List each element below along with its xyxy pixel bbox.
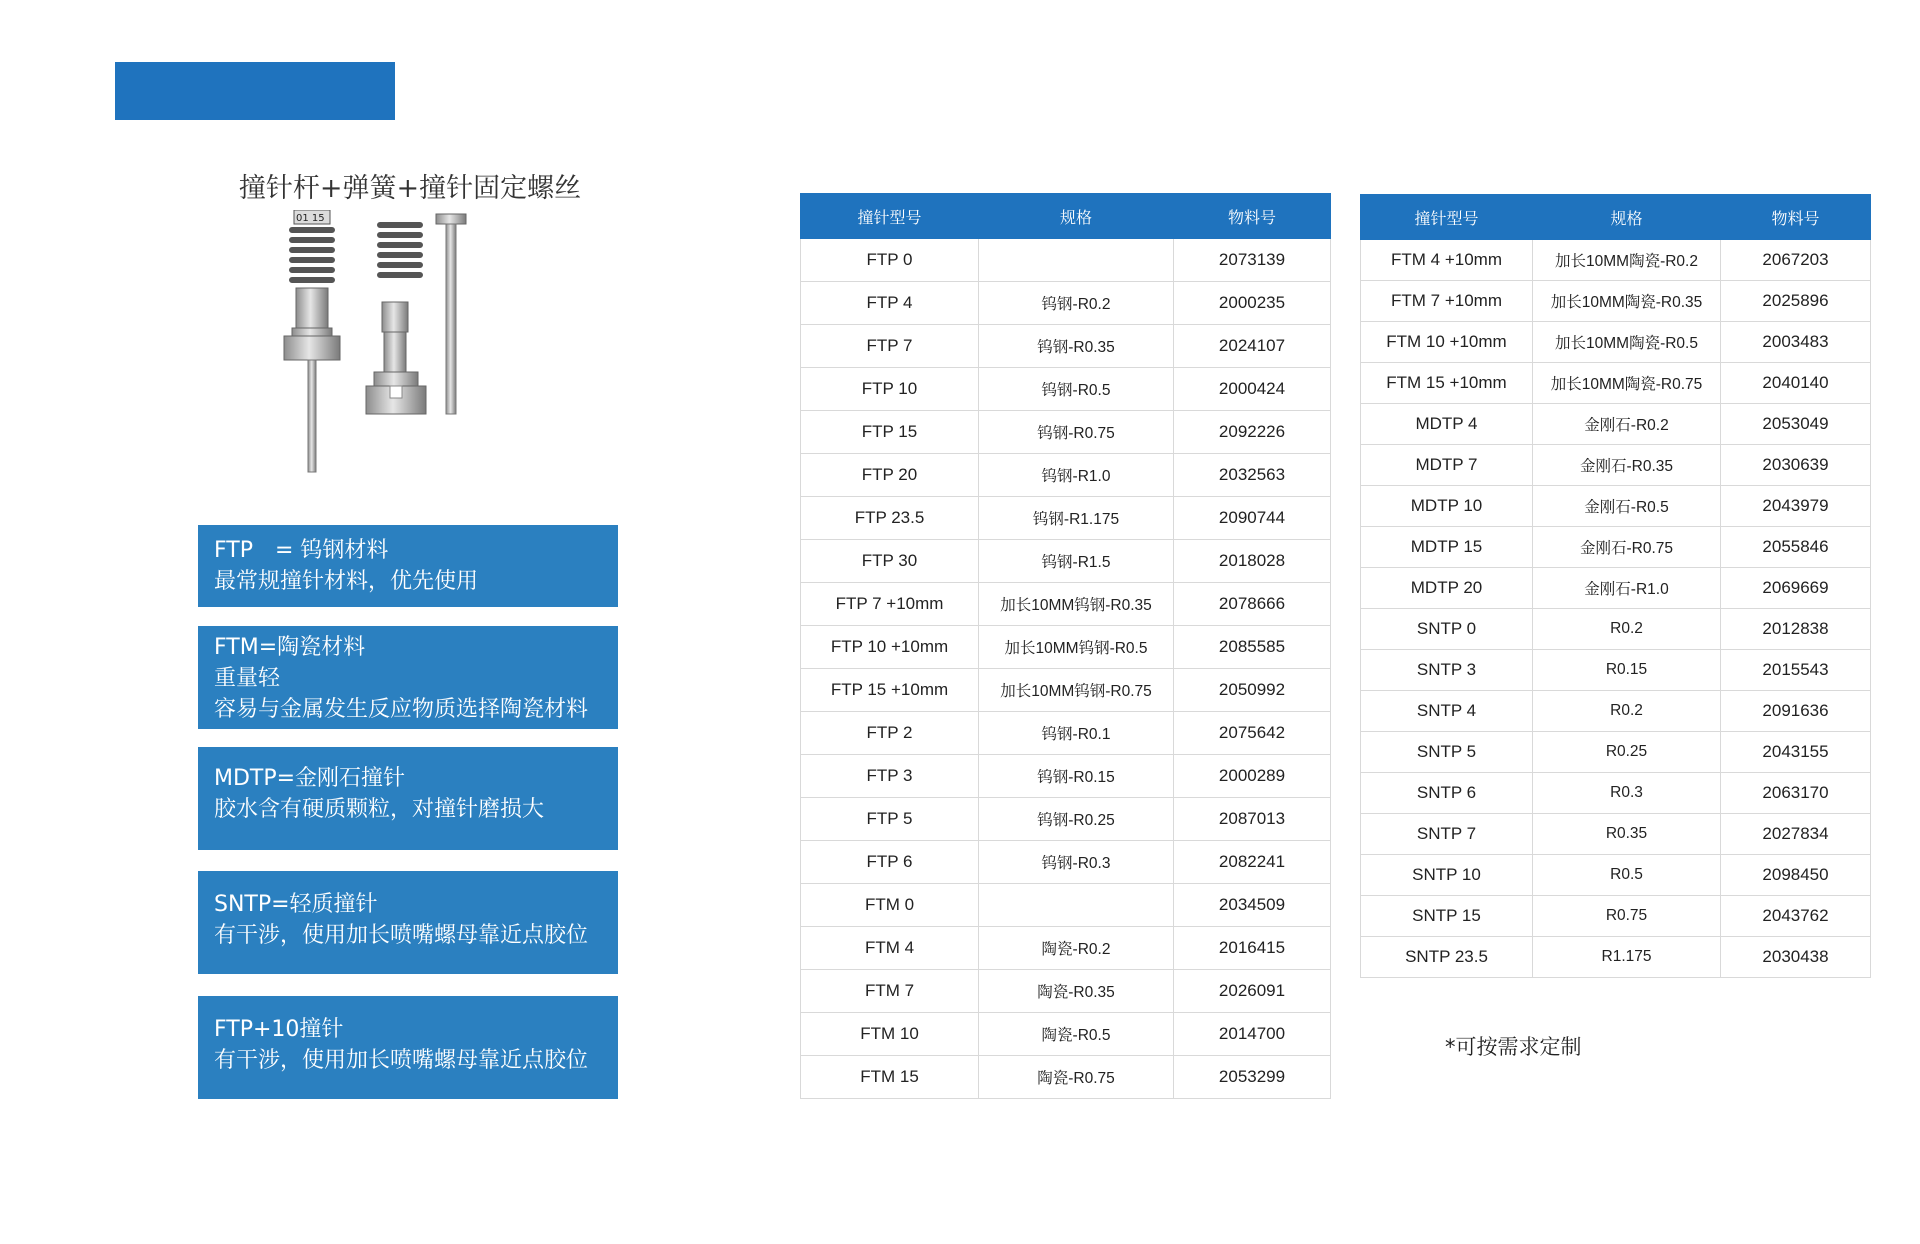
cell-part-number: 2085585 xyxy=(1174,626,1331,669)
cell-model: FTP 2 xyxy=(801,712,979,755)
cell-spec: 陶瓷-R0.2 xyxy=(979,927,1174,970)
cell-part-number: 2075642 xyxy=(1174,712,1331,755)
cell-part-number: 2030438 xyxy=(1721,937,1871,978)
info-box-mdtp xyxy=(198,747,618,850)
table-body xyxy=(801,239,1331,1099)
cell-part-number: 2063170 xyxy=(1721,773,1871,814)
cell-spec: R0.15 xyxy=(1533,650,1721,691)
cell-model: FTP 23.5 xyxy=(801,497,979,540)
header-part-number: 物料号 xyxy=(1174,194,1331,239)
cell-spec: 钨钢-R1.5 xyxy=(979,540,1174,583)
info-line: FTP = 钨钢材料 xyxy=(214,538,389,563)
cell-part-number: 2043979 xyxy=(1721,486,1871,527)
illustration-title: 撞针杆+弹簧+撞针固定螺丝 xyxy=(238,173,582,204)
cell-model: FTM 4 +10mm xyxy=(1361,240,1533,281)
cell-spec: 钨钢-R0.75 xyxy=(979,411,1174,454)
table-row xyxy=(801,497,1331,540)
cell-spec: 加长10MM钨钢-R0.75 xyxy=(979,669,1174,712)
cell-spec: 加长10MM陶瓷-R0.2 xyxy=(1533,240,1721,281)
cell-model: SNTP 15 xyxy=(1361,896,1533,937)
cell-part-number: 2043762 xyxy=(1721,896,1871,937)
cell-spec: 钨钢-R0.35 xyxy=(979,325,1174,368)
table-row xyxy=(801,583,1331,626)
assembled-needle xyxy=(284,210,340,472)
cell-part-number: 2092226 xyxy=(1174,411,1331,454)
header-part-number: 物料号 xyxy=(1721,195,1871,240)
cell-part-number: 2053299 xyxy=(1174,1056,1331,1099)
cell-spec: 陶瓷-R0.5 xyxy=(979,1013,1174,1056)
info-box-ftp10 xyxy=(198,996,618,1099)
cell-spec: 加长10MM陶瓷-R0.5 xyxy=(1533,322,1721,363)
table-row xyxy=(1361,609,1871,650)
cell-spec: 金刚石-R0.35 xyxy=(1533,445,1721,486)
table-body xyxy=(1361,240,1871,978)
cell-spec: 钨钢-R0.2 xyxy=(979,282,1174,325)
cell-model: FTM 10 xyxy=(801,1013,979,1056)
info-line: 有干涉，使用加长喷嘴螺母靠近点胶位 xyxy=(214,1048,589,1073)
table-header-row xyxy=(801,194,1331,239)
cell-model: FTM 10 +10mm xyxy=(1361,322,1533,363)
cell-spec: 金刚石-R1.0 xyxy=(1533,568,1721,609)
cell-spec xyxy=(979,884,1174,927)
table-row xyxy=(801,927,1331,970)
header-model: 撞针型号 xyxy=(1361,195,1533,240)
spec-table-right xyxy=(1360,194,1871,978)
cell-spec: 钨钢-R0.1 xyxy=(979,712,1174,755)
fixing-screw xyxy=(436,214,466,414)
cell-spec: 加长10MM陶瓷-R0.75 xyxy=(1533,363,1721,404)
table-row xyxy=(1361,568,1871,609)
cell-model: FTP 6 xyxy=(801,841,979,884)
info-box-ftp xyxy=(198,525,618,607)
cell-part-number: 2012838 xyxy=(1721,609,1871,650)
table-row xyxy=(1361,363,1871,404)
table-row xyxy=(801,239,1331,282)
cell-model: MDTP 15 xyxy=(1361,527,1533,568)
table-row xyxy=(1361,281,1871,322)
info-line: 重量轻 xyxy=(214,666,281,691)
cell-model: FTM 7 +10mm xyxy=(1361,281,1533,322)
info-line: 有干涉，使用加长喷嘴螺母靠近点胶位 xyxy=(214,923,589,948)
table-row xyxy=(801,325,1331,368)
cell-part-number: 2003483 xyxy=(1721,322,1871,363)
cell-spec: R0.2 xyxy=(1533,609,1721,650)
header-accent-bar xyxy=(115,62,395,120)
cell-part-number: 2043155 xyxy=(1721,732,1871,773)
table-row xyxy=(801,1013,1331,1056)
cell-model: FTP 20 xyxy=(801,454,979,497)
cell-spec: R0.5 xyxy=(1533,855,1721,896)
needle-parts-illustration xyxy=(270,210,570,480)
cell-part-number: 2073139 xyxy=(1174,239,1331,282)
header-spec: 规格 xyxy=(1533,195,1721,240)
cell-part-number: 2030639 xyxy=(1721,445,1871,486)
cell-spec: R0.3 xyxy=(1533,773,1721,814)
info-line: 最常规撞针材料，优先使用 xyxy=(214,569,479,594)
cell-model: FTP 10 xyxy=(801,368,979,411)
table-row xyxy=(801,712,1331,755)
cell-spec: 钨钢-R0.25 xyxy=(979,798,1174,841)
cell-model: MDTP 7 xyxy=(1361,445,1533,486)
table-row xyxy=(1361,240,1871,281)
table-header-row xyxy=(1361,195,1871,240)
table-row xyxy=(801,970,1331,1013)
cell-part-number: 2087013 xyxy=(1174,798,1331,841)
cell-model: SNTP 6 xyxy=(1361,773,1533,814)
cell-spec: R0.2 xyxy=(1533,691,1721,732)
cell-part-number: 2026091 xyxy=(1174,970,1331,1013)
cell-model: FTM 4 xyxy=(801,927,979,970)
cell-part-number: 2082241 xyxy=(1174,841,1331,884)
cell-spec: R0.35 xyxy=(1533,814,1721,855)
cell-model: FTM 15 +10mm xyxy=(1361,363,1533,404)
cell-model: FTP 0 xyxy=(801,239,979,282)
table-row xyxy=(1361,691,1871,732)
table-row xyxy=(1361,814,1871,855)
cell-spec: 加长10MM陶瓷-R0.35 xyxy=(1533,281,1721,322)
cell-spec: 陶瓷-R0.75 xyxy=(979,1056,1174,1099)
table-row xyxy=(1361,445,1871,486)
cell-model: SNTP 23.5 xyxy=(1361,937,1533,978)
cell-part-number: 2016415 xyxy=(1174,927,1331,970)
cell-model: SNTP 10 xyxy=(1361,855,1533,896)
cell-model: FTM 0 xyxy=(801,884,979,927)
cell-part-number: 2078666 xyxy=(1174,583,1331,626)
table-row xyxy=(801,841,1331,884)
table-row xyxy=(1361,322,1871,363)
cell-part-number: 2053049 xyxy=(1721,404,1871,445)
cell-part-number: 2055846 xyxy=(1721,527,1871,568)
cell-model: MDTP 4 xyxy=(1361,404,1533,445)
cell-spec: 金刚石-R0.5 xyxy=(1533,486,1721,527)
table-row xyxy=(1361,650,1871,691)
cell-model: SNTP 7 xyxy=(1361,814,1533,855)
cell-spec: 钨钢-R1.175 xyxy=(979,497,1174,540)
cell-spec: 钨钢-R0.15 xyxy=(979,755,1174,798)
info-box-ftm xyxy=(198,626,618,729)
cell-spec: 钨钢-R1.0 xyxy=(979,454,1174,497)
info-box-sntp xyxy=(198,871,618,974)
cell-model: FTP 7 +10mm xyxy=(801,583,979,626)
cell-part-number: 2050992 xyxy=(1174,669,1331,712)
cell-spec: 加长10MM钨钢-R0.5 xyxy=(979,626,1174,669)
table-row xyxy=(1361,732,1871,773)
cell-model: SNTP 4 xyxy=(1361,691,1533,732)
cell-model: SNTP 3 xyxy=(1361,650,1533,691)
cell-model: MDTP 10 xyxy=(1361,486,1533,527)
cell-spec: 加长10MM钨钢-R0.35 xyxy=(979,583,1174,626)
table-row xyxy=(1361,773,1871,814)
cell-part-number: 2034509 xyxy=(1174,884,1331,927)
table-row xyxy=(801,411,1331,454)
cell-part-number: 2091636 xyxy=(1721,691,1871,732)
cell-spec: 金刚石-R0.75 xyxy=(1533,527,1721,568)
spring-and-shaft xyxy=(366,225,426,414)
cell-spec: 陶瓷-R0.35 xyxy=(979,970,1174,1013)
header-spec: 规格 xyxy=(979,194,1174,239)
cell-part-number: 2015543 xyxy=(1721,650,1871,691)
cell-model: SNTP 5 xyxy=(1361,732,1533,773)
cell-spec: 钨钢-R0.5 xyxy=(979,368,1174,411)
table-row xyxy=(801,454,1331,497)
table-row xyxy=(1361,937,1871,978)
info-line: MDTP=金刚石撞针 xyxy=(214,766,406,791)
table-row xyxy=(1361,896,1871,937)
cell-model: FTP 30 xyxy=(801,540,979,583)
cell-model: FTP 7 xyxy=(801,325,979,368)
cell-spec xyxy=(979,239,1174,282)
info-line: FTM=陶瓷材料 xyxy=(214,635,366,660)
table-row xyxy=(801,368,1331,411)
table-row xyxy=(801,884,1331,927)
cell-part-number: 2069669 xyxy=(1721,568,1871,609)
table-row xyxy=(801,755,1331,798)
table-row xyxy=(801,669,1331,712)
cell-spec: R1.175 xyxy=(1533,937,1721,978)
cell-part-number: 2014700 xyxy=(1174,1013,1331,1056)
cell-part-number: 2018028 xyxy=(1174,540,1331,583)
table-row xyxy=(801,540,1331,583)
table-row xyxy=(1361,855,1871,896)
table-row xyxy=(1361,527,1871,568)
table-row xyxy=(801,1056,1331,1099)
cell-model: FTP 15 xyxy=(801,411,979,454)
cell-model: FTP 10 +10mm xyxy=(801,626,979,669)
cell-part-number: 2040140 xyxy=(1721,363,1871,404)
cell-part-number: 2000289 xyxy=(1174,755,1331,798)
cell-spec: R0.25 xyxy=(1533,732,1721,773)
cell-model: FTP 3 xyxy=(801,755,979,798)
info-line: 胶水含有硬质颗粒，对撞针磨损大 xyxy=(214,797,545,822)
info-line: SNTP=轻质撞针 xyxy=(214,892,378,917)
cell-model: FTP 5 xyxy=(801,798,979,841)
cell-model: SNTP 0 xyxy=(1361,609,1533,650)
info-line: FTP+10撞针 xyxy=(214,1017,344,1042)
table-row xyxy=(801,798,1331,841)
spec-table-left xyxy=(800,193,1331,1099)
table-row xyxy=(801,626,1331,669)
cell-model: FTM 15 xyxy=(801,1056,979,1099)
header-model: 撞针型号 xyxy=(801,194,979,239)
cell-part-number: 2024107 xyxy=(1174,325,1331,368)
part-label: 01 15 xyxy=(296,213,325,224)
cell-model: FTP 15 +10mm xyxy=(801,669,979,712)
cell-part-number: 2000235 xyxy=(1174,282,1331,325)
cell-spec: R0.75 xyxy=(1533,896,1721,937)
table-row xyxy=(1361,404,1871,445)
cell-spec: 钨钢-R0.3 xyxy=(979,841,1174,884)
cell-part-number: 2067203 xyxy=(1721,240,1871,281)
cell-spec: 金刚石-R0.2 xyxy=(1533,404,1721,445)
cell-part-number: 2025896 xyxy=(1721,281,1871,322)
cell-part-number: 2027834 xyxy=(1721,814,1871,855)
table-row xyxy=(801,282,1331,325)
customization-note: *可按需求定制 xyxy=(1445,1035,1582,1059)
info-line: 容易与金属发生反应物质选择陶瓷材料 xyxy=(214,697,589,722)
cell-part-number: 2090744 xyxy=(1174,497,1331,540)
cell-model: FTM 7 xyxy=(801,970,979,1013)
cell-model: MDTP 20 xyxy=(1361,568,1533,609)
cell-part-number: 2000424 xyxy=(1174,368,1331,411)
table-row xyxy=(1361,486,1871,527)
cell-part-number: 2098450 xyxy=(1721,855,1871,896)
cell-model: FTP 4 xyxy=(801,282,979,325)
cell-part-number: 2032563 xyxy=(1174,454,1331,497)
